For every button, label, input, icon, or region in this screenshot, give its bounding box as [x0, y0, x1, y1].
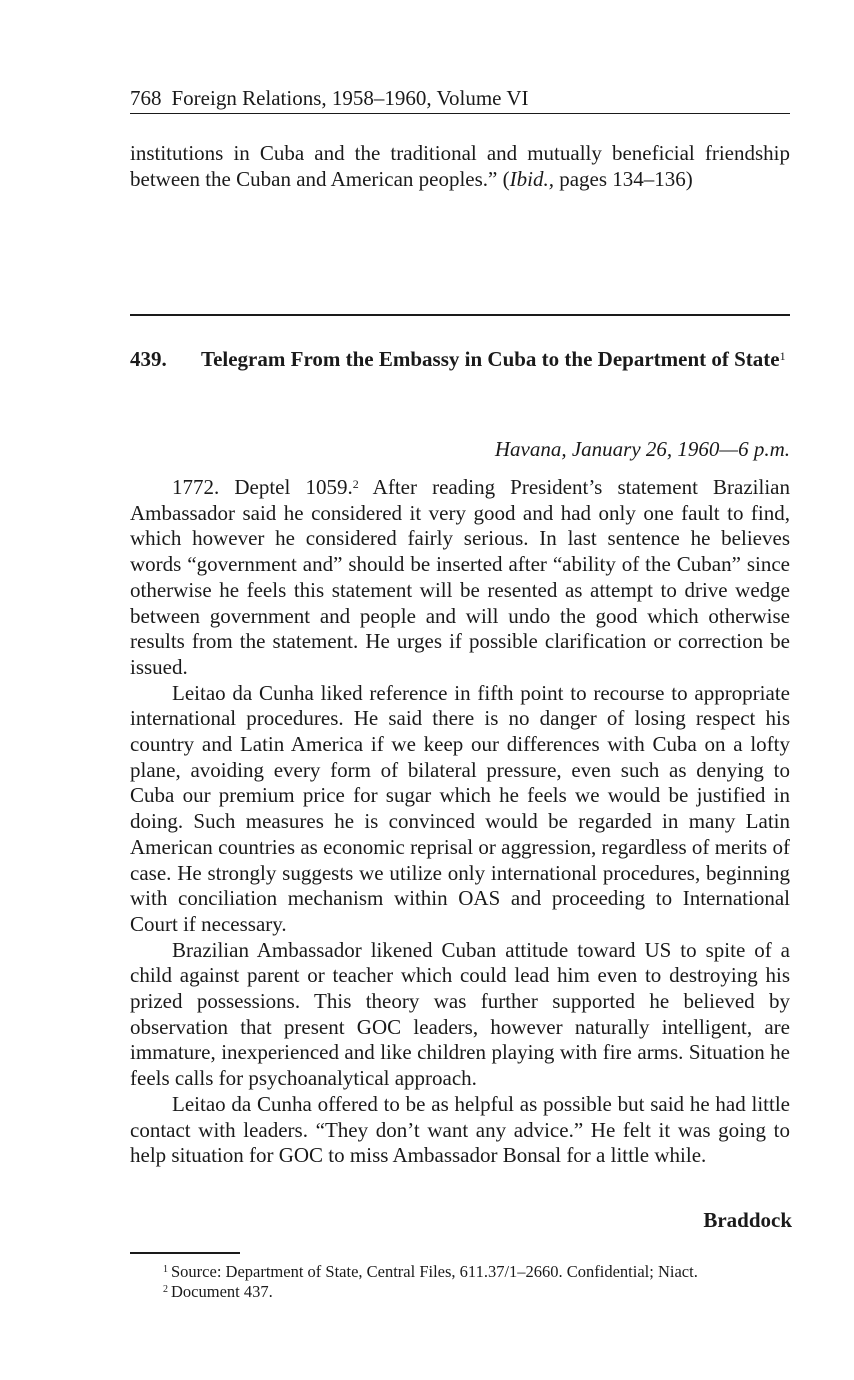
footnote-ref-1[interactable]: 1 [779, 349, 786, 363]
page-number: 768 [130, 86, 162, 110]
footnote-ref-2[interactable]: 2 [352, 477, 359, 491]
carryover-text: institutions in Cuba and the traditional and mutually beneficial friendship between the Cuban and American peoples.” ( [130, 141, 790, 191]
footnote-rule [130, 1252, 240, 1254]
paragraph-2: Leitao da Cunha liked reference in fifth point to recourse to appropriate international procedures. He said there is no danger of losing respect his country and Latin America if we keep our differences with Cuba on a lofty plane, avoiding every form of bilateral pressure, even such as denying to Cuba our premium price for sugar which he feels we would be justified in doing. Such measures he is convinced would be regarded in many Latin American countries as economic reprisal or aggression, regardless of merits of case. He strongly suggests we utilize only international procedures, beginning with conciliation mechanism within OAS and proceeding to International Court if necessary. [130, 680, 790, 936]
document-body [130, 475, 790, 1169]
volume-title: Foreign Relations, 1958–1960, Volume VI [171, 86, 529, 110]
document-title-block [201, 346, 790, 372]
citation-ibid: Ibid., [509, 167, 554, 191]
paragraph-4: Leitao da Cunha offered to be as helpful as possible but said he had little contact with leaders. “They don’t want any advice.” He felt it was going to help situation for GOC to miss Ambassador Bonsal for a little while. [130, 1091, 790, 1168]
carryover-pages: pages 134–136) [553, 167, 693, 191]
footnote-mark: 1 [163, 1264, 168, 1275]
footnotes [163, 1262, 793, 1302]
footnote-text: Source: Department of State, Central Files, 611.37/1–2660. Confidential; Niact. [171, 1262, 698, 1281]
document-title: Telegram From the Embassy in Cuba to the Department of State [201, 347, 780, 371]
document-number: 439. [130, 347, 167, 371]
document-heading [130, 346, 790, 372]
footnote-mark: 2 [163, 1284, 168, 1295]
running-head [130, 84, 790, 114]
paragraph-1 [130, 475, 790, 681]
paragraph-3: Brazilian Ambassador likened Cuban attitude toward US to spite of a child against parent or teacher which could lead him even to destroying his prized possessions. This theory was further supported he believed by observation that present GOC leaders, however naturally intelligent, are immature, inexperienced and like children playing with fire arms. Situation he feels calls for psychoanalytical approach. [130, 937, 790, 1091]
paragraph-1-lead: 1772. Deptel 1059. [172, 475, 353, 499]
signature: Braddock [703, 1208, 792, 1232]
carryover-paragraph [130, 140, 790, 192]
section-divider [130, 314, 790, 316]
dateline: Havana, January 26, 1960—6 p.m. [494, 437, 790, 461]
footnote-2 [163, 1282, 793, 1302]
footnote-1 [163, 1262, 793, 1282]
paragraph-1-text: After reading President’s statement Brazilian Ambassador said he considered it very good and had only one fault to find, which however he considered fairly serious. In last sentence he believes words “government and” should be inserted after “ability of the Cuban” since otherwise he feels this statement will be resented as attempt to drive wedge between government and people and will undo the good which otherwise results from the statement. He urges if possible clarification or correction be issued. [130, 475, 791, 679]
footnote-text: Document 437. [171, 1282, 273, 1301]
